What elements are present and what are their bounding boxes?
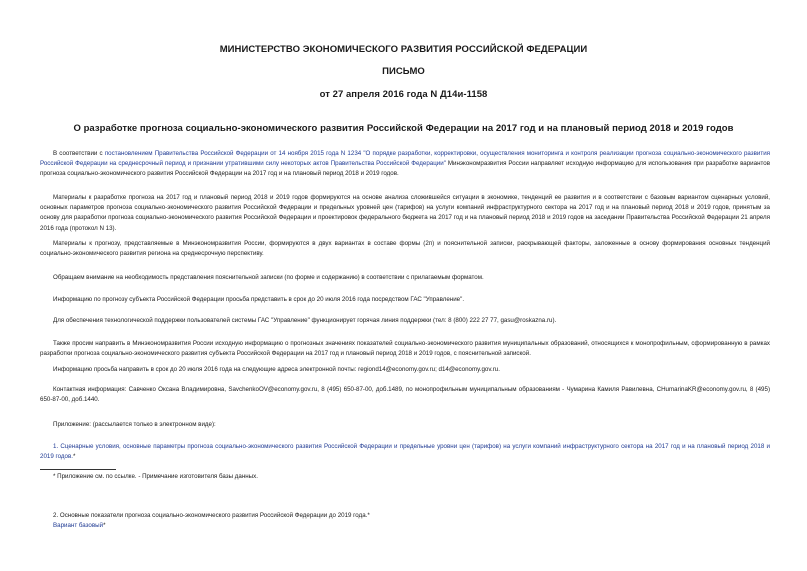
paragraph-1-prefix: В соответствии с xyxy=(53,150,105,157)
scenario-conditions-link[interactable]: Сценарные условия, основные параметры прогноза социально-экономического развития Российской Федерации и предельные уровни цен (тарифов) на услуги компаний инфраструктурного сектора на 2017 год и на плановый период 2018 и 2019 годов. xyxy=(40,443,770,461)
appendix-item-2-variant xyxy=(40,521,770,531)
appendix-item-2-variant-mark: * xyxy=(103,522,106,529)
paragraph-9: Контактная информация: Савченко Оксана Владимировна, SavchenkoOV@economy.gov.ru, 8 (495) 650-87-00, доб.1489, по монопрофильным муниципальным образованиям - Чумарина Камиля Равилевна, CHumarinaKR@economy.gov.ru, 8 (495) 650-87-00, доб.1440. xyxy=(40,386,770,404)
footnote: * Приложение см. по ссылке. - Примечание изготовителя базы данных. xyxy=(53,473,258,480)
paragraph-7: Также просим направить в Минэкономразвития России исходную информацию о прогнозных значениях показателей социально-экономического развития муниципальных образований, относящихся к монопрофильным, сформированную в рамках разработки прогноза социально-экономического развития субъекта Российской Федерации на 2017 год и плановый период 2018 и 2019 годов, с пояснительной запиской. xyxy=(40,340,770,358)
paragraph-4: Обращаем внимание на необходимость представления пояснительной записки (по форме и содержанию) в соответствии с прилагаемым форматом. xyxy=(53,274,484,281)
paragraph-1-suffix: Минэкономразвития России направляет исходную информацию для использования при разработке вариантов прогноза социально-экономического развития Российской Федерации на 2017 год и на плановый период 2018 и 2019 годов. xyxy=(40,160,770,178)
paragraph-3: Материалы к прогнозу, представляемые в Минэкономразвития России, формируются в двух вариантах в составе формы (2п) и пояснительной записки, раскрывающей факторы, заложенные в основу формирования основных тенденций социально-экономического развития региона на среднесрочную перспективу. xyxy=(40,240,770,258)
document-subject: О разработке прогноза социально-экономического развития Российской Федерации на 2017 год и на плановый период 2018 и 2019 годов xyxy=(73,123,734,134)
appendix-item-1 xyxy=(40,442,770,462)
appendix-item-1-number: 1. xyxy=(53,443,61,450)
paragraph-8: Информацию просьба направить в срок до 20 июля 2016 года на следующие адреса электронной почты: regiond14@economy.gov.ru; d14@economy.gov.ru. xyxy=(53,366,500,373)
appendix-item-2: 2. Основные показатели прогноза социально-экономического развития Российской Федерации до 2019 года.* xyxy=(53,512,370,519)
appendix-item-1-mark: * xyxy=(72,453,76,461)
paragraph-5: Информацию по прогнозу субъекта Российской Федерации просьба представить в срок до 20 июля 2016 года посредством ГАС "Управление". xyxy=(53,296,465,303)
document-type: ПИСЬМО xyxy=(382,66,425,77)
paragraph-6: Для обеспечения технологической поддержки пользователей системы ГАС "Управление" функционирует горячая линия поддержки (тел: 8 (800) 222 27 77, gasu@roskazna.ru). xyxy=(53,317,557,324)
ministry-heading: МИНИСТЕРСТВО ЭКОНОМИЧЕСКОГО РАЗВИТИЯ РОССИЙСКОЙ ФЕДЕРАЦИИ xyxy=(219,44,588,55)
resolution-link[interactable]: постановлением Правительства Российской Федерации от 14 ноября 2015 года N 1234 "О порядке разработки, корректировки, осуществления мониторинга и контроля реализации прогноза социально-экономического развития Российской Федерации на среднесрочный период и признании утратившими силу некоторых актов Правительства Российской Федерации" xyxy=(40,150,771,168)
paragraph-1 xyxy=(40,149,770,180)
paragraph-2: Материалы к разработке прогноза на 2017 год и плановый период 2018 и 2019 годов формируются на основе анализа сложившейся ситуации в экономике, тенденций ее развития и в соответствии с базовым вариантом сценарных условий, основных параметров прогноза социально-экономического развития Российской Федерации и предельных уровней цен (тарифов) на услуги компаний инфраструктурного сектора на 2017 год и на плановый период 2018 и 2019 годов, принятым за основу для разработки прогноза социально-экономического развития Российской Федерации и проектировок федерального бюджета на 2017 год и на плановый период 2018 и 2019 годов на заседании Правительства Российской Федерации 21 апреля 2016 года (протокол N 13). xyxy=(40,194,770,232)
appendix-label: Приложение: (рассылается только в электронном виде): xyxy=(53,421,216,428)
base-variant-link[interactable]: Вариант базовый xyxy=(53,522,104,529)
document-date: от 27 апреля 2016 года N Д14и-1158 xyxy=(319,89,488,100)
footnote-divider xyxy=(40,469,116,470)
